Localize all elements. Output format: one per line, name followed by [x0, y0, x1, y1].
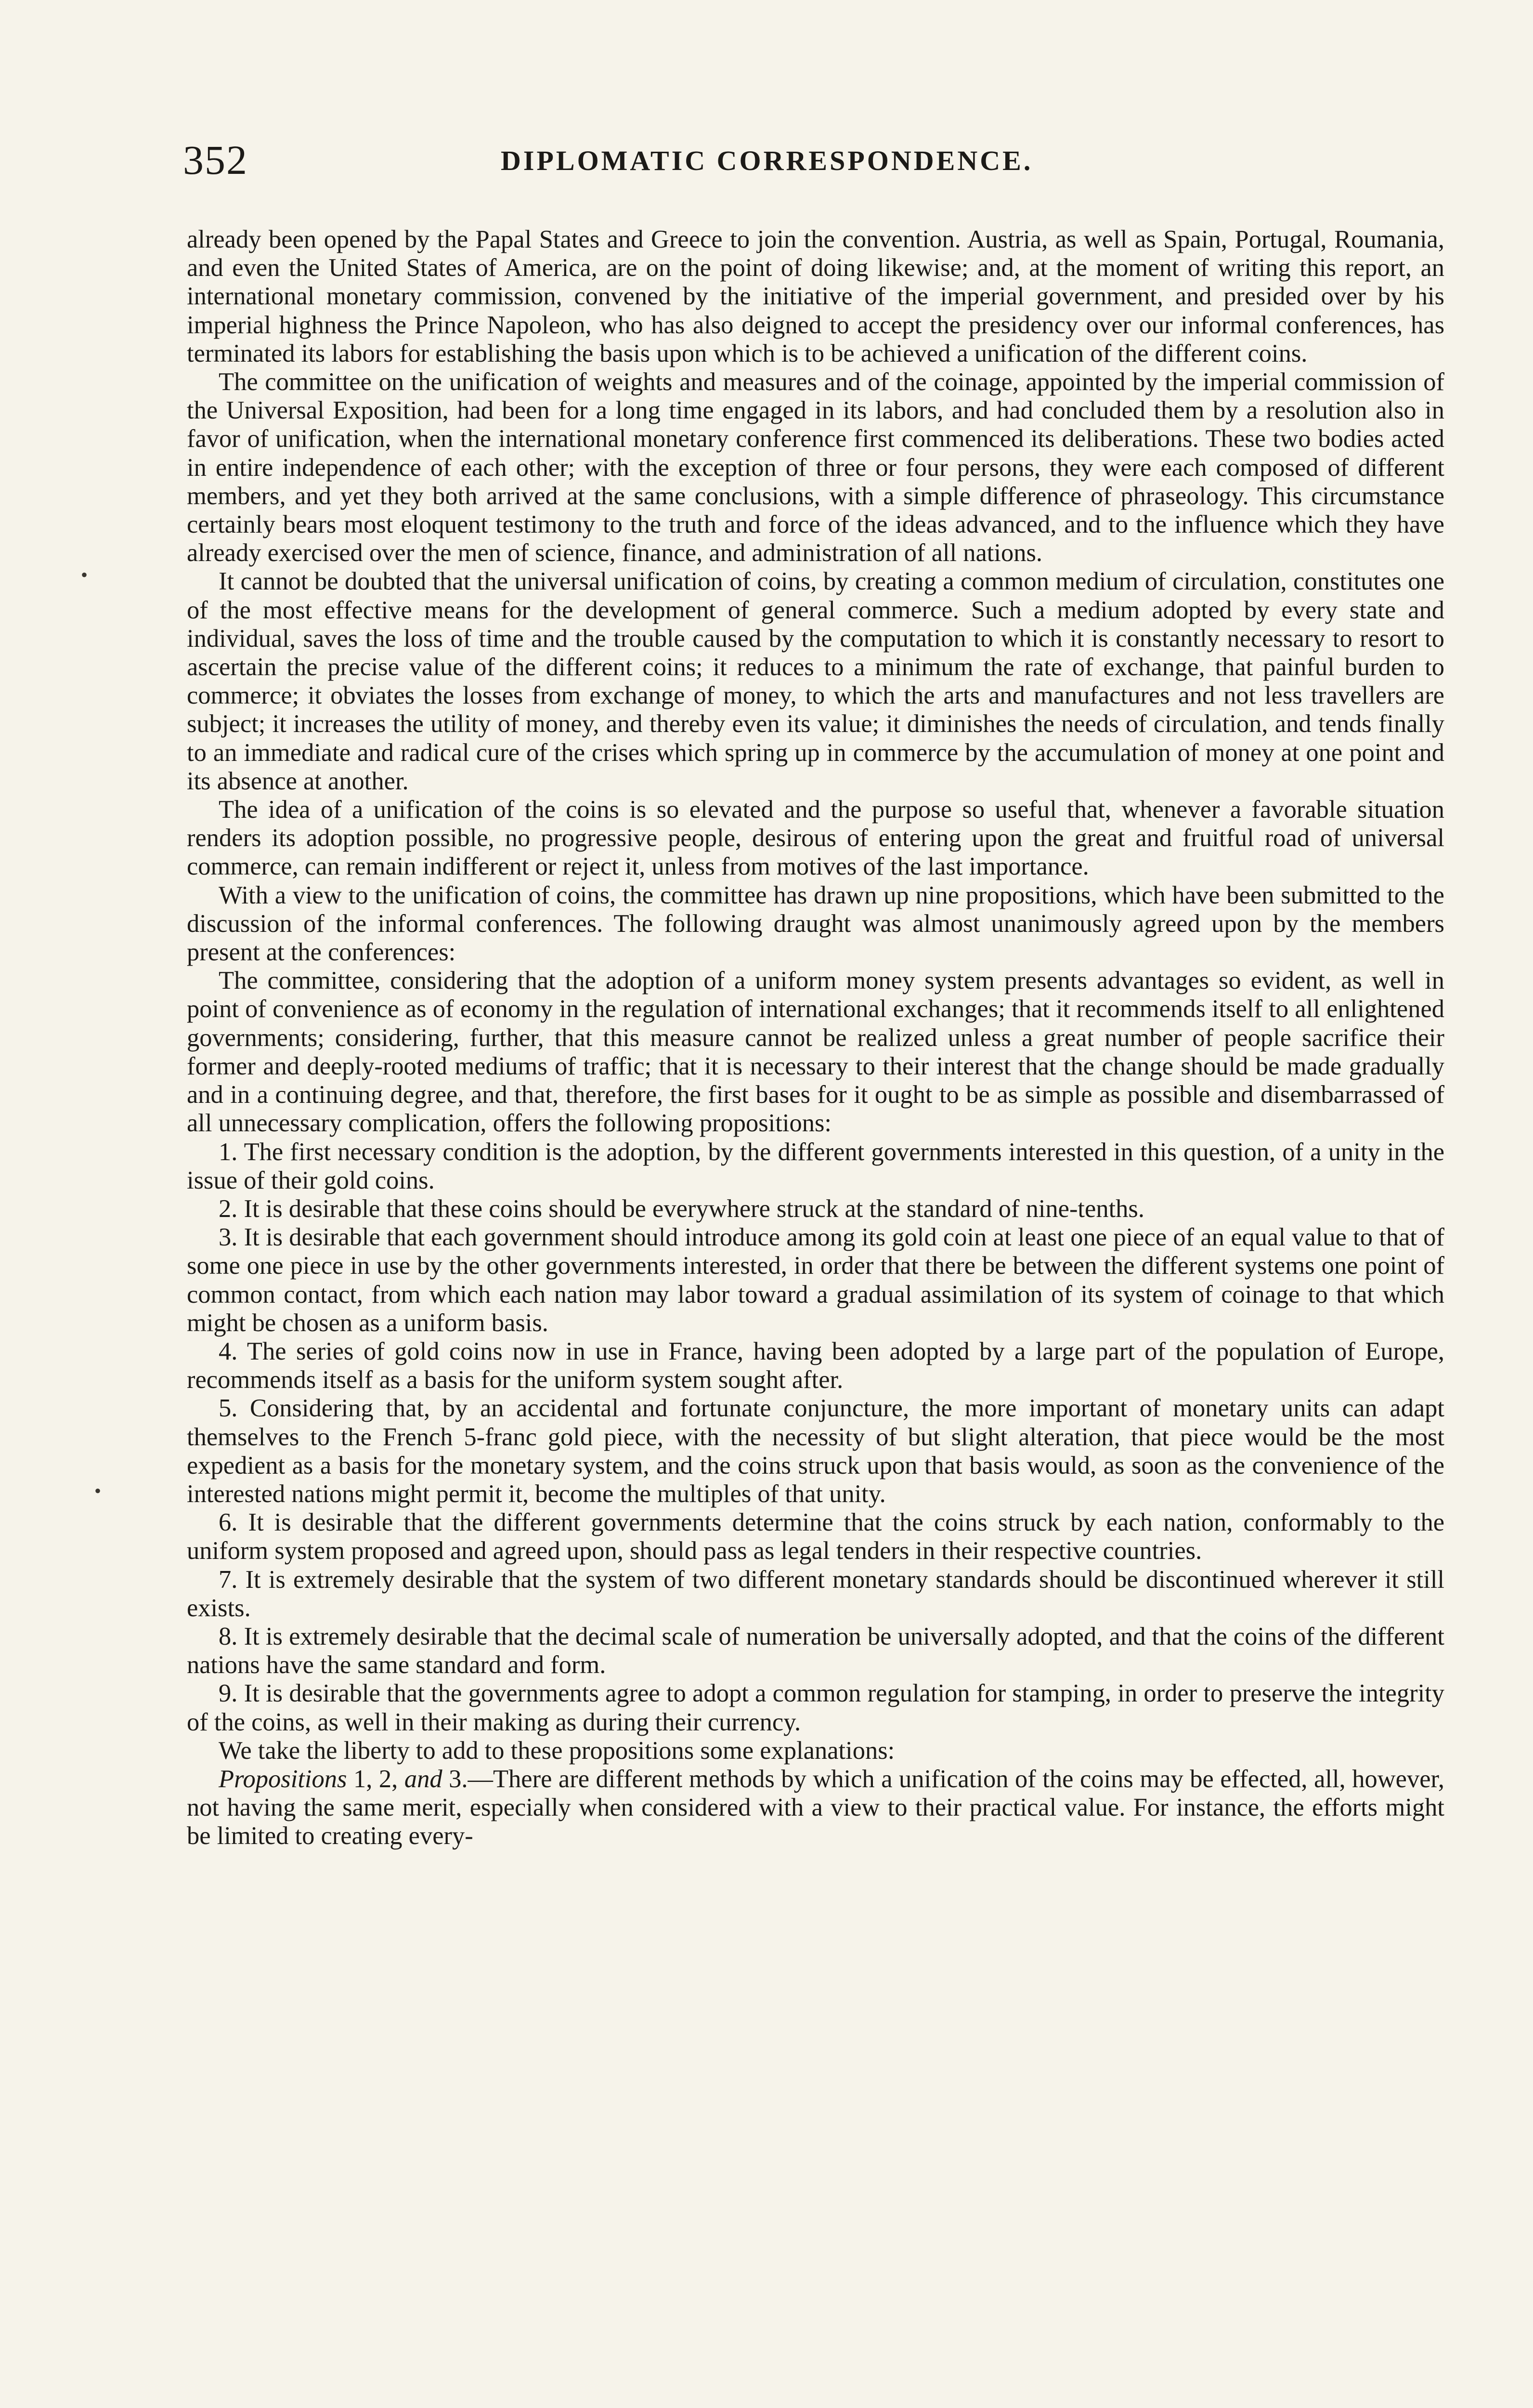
proposition-8: 8. It is extremely desirable that the decimal scale of numeration be universally adopted, and that the coins of the different nations have the same standard and form.: [187, 1622, 1444, 1679]
italic-propositions: Propositions: [219, 1765, 347, 1793]
proposition-9: 9. It is desirable that the governments agree to adopt a common regulation for stamping, in order to preserve the integrity of the coins, as well in their making as during their currency.: [187, 1679, 1444, 1736]
proposition-6: 6. It is desirable that the different governments determine that the coins struck by each nation, conformably to the uniform system proposed and agreed upon, should pass as legal tenders in their respective countries.: [187, 1508, 1444, 1565]
propositions-text: 3.—There are different methods by which a unification of the coins may be effected, all, however, not having the same merit, especially when considered with a view to their practical value. For instance, the efforts might be limited to creating every-: [187, 1765, 1444, 1850]
paragraph-nine-propositions: With a view to the unification of coins, the committee has drawn up nine propositions, which have been submitted to the discussion of the informal conferences. The following draught was almost unanimously agreed upon by the members present at the conferences:: [187, 881, 1444, 967]
paragraph-continuation: already been opened by the Papal States and Greece to join the convention. Austria, as well as Spain, Portugal, Roumania, and even the United States of America, are on the point of doing likewise; and, at the moment of writing this report, an international monetary commission, convened by the initiative of the imperial government, and presided over by his imperial highness the Prince Napoleon, who has also deigned to accept the presidency over our informal conferences, has terminated its labors for establishing the basis upon which is to be achieved a unification of the different coins.: [187, 225, 1444, 367]
proposition-3: 3. It is desirable that each government should introduce among its gold coin at least one piece of an equal value to that of some one piece in use by the other governments interested, in order that there be between the different systems one point of common contact, from which each nation may labor toward a gradual assimilation of its system of coinage to that which might be chosen as a uniform basis.: [187, 1223, 1444, 1337]
proposition-1: 1. The first necessary condition is the adoption, by the different governments interested in this question, of a unity in the issue of their gold coins.: [187, 1138, 1444, 1194]
margin-speck: •: [81, 564, 88, 586]
proposition-2: 2. It is desirable that these coins should be everywhere struck at the standard of nine-tenths.: [219, 1194, 1144, 1223]
paragraph-idea: The idea of a unification of the coins is so elevated and the purpose so useful that, whenever a favorable situation renders its adoption possible, no progressive people, desirous of entering upon the great and fruitful road of universal commerce, can remain indifferent or reject it, unless from motives of the last importance.: [187, 796, 1444, 881]
paragraph-unification-benefits: It cannot be doubted that the universal unification of coins, by creating a common medium of circulation, constitutes one of the most effective means for the development of general commerce. Such a medium adopted by every state and individual, saves the loss of time and the trouble caused by the computation to which it is constantly necessary to resort to ascertain the precise value of the different coins; it reduces to a minimum the rate of exchange, that painful burden to commerce; it obviates the losses from exchange of money, to which the arts and manufactures and not less travellers are subject; it increases the utility of money, and thereby even its value; it diminishes the needs of circulation, and tends finally to an immediate and radical cure of the crises which spring up in commerce by the accumulation of money at one point and its absence at another.: [187, 567, 1444, 795]
italic-and: and: [404, 1765, 442, 1793]
proposition-7: 7. It is extremely desirable that the system of two different monetary standards should be discontinued wherever it still exists.: [187, 1565, 1444, 1622]
margin-speck: •: [94, 1480, 102, 1502]
paragraph-propositions-1-2-3: [187, 1765, 1444, 1851]
paragraph-considering: The committee, considering that the adoption of a uniform money system presents advantages so evident, as well in point of convenience as of economy in the regulation of international exchanges; that it recommends itself to all enlightened governments; considering, further, that this measure cannot be realized unless a great number of people sacrifice their former and deeply-rooted mediums of traffic; that it is necessary to their interest that the change should be made gradually and in a continuing degree, and that, therefore, the first bases for it ought to be as simple as possible and disembarrassed of all unnecessary complication, offers the following propositions:: [187, 967, 1444, 1138]
paragraph-committee: The committee on the unification of weights and measures and of the coinage, appointed by the imperial commission of the Universal Exposition, had been for a long time engaged in its labors, and had concluded them by a resolution also in favor of unification, when the international monetary conference first commenced its deliberations. These two bodies acted in entire independence of each other; with the exception of three or four persons, they were each composed of different members, and yet they both arrived at the same conclusions, with a simple difference of phraseology. This circumstance certainly bears most eloquent testimony to the truth and force of the ideas advanced, and to the influence which they have already exercised over the men of science, finance, and administration of all nations.: [187, 368, 1444, 567]
propositions-numbers: 1, 2,: [347, 1765, 404, 1793]
proposition-5: 5. Considering that, by an accidental and fortunate conjuncture, the more important of monetary units can adapt themselves to the French 5-franc gold piece, with the necessity of but slight alteration, that piece would be the most expedient as a basis for the monetary system, and the coins struck upon that basis would, as soon as the convenience of the interested nations might permit it, become the multiples of that unity.: [187, 1394, 1444, 1508]
running-title: DIPLOMATIC CORRESPONDENCE.: [501, 145, 1033, 176]
paragraph-explanations: We take the liberty to add to these propositions some explanations:: [219, 1736, 895, 1765]
page-number: 352: [183, 137, 248, 183]
body-text: [187, 225, 1444, 1851]
page-header: [183, 136, 1444, 189]
proposition-4: 4. The series of gold coins now in use in France, having been adopted by a large part of the population of Europe, recommends itself as a basis for the uniform system sought after.: [187, 1337, 1444, 1394]
